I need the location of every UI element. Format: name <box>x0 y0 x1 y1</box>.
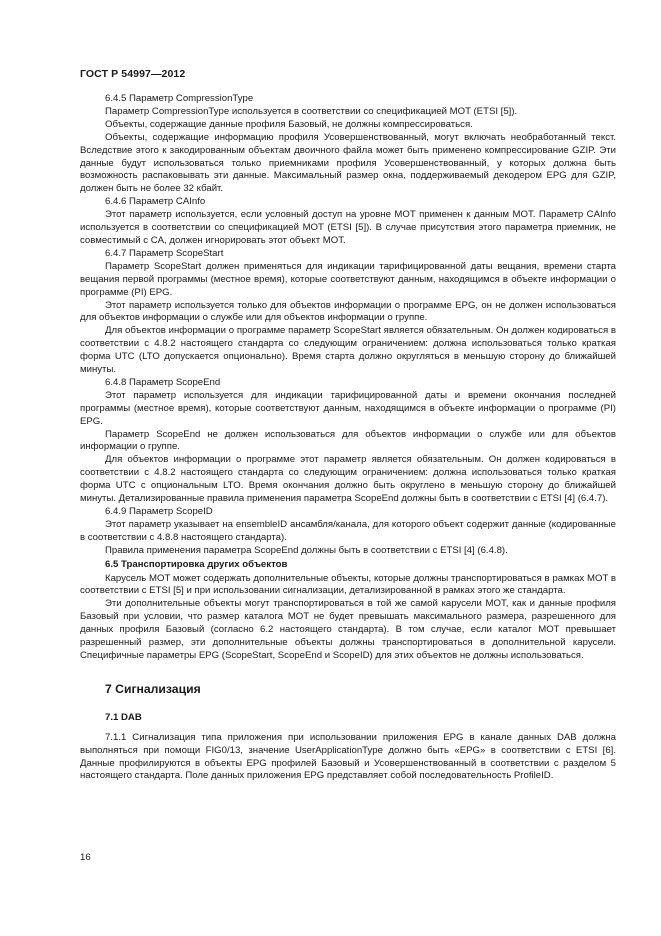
document-body <box>80 93 616 783</box>
clause-6-4-5-title: 6.4.5 Параметр CompressionType <box>105 93 254 104</box>
clause-6-4-7-title: 6.4.7 Параметр ScopeStart <box>105 247 224 259</box>
section-6-5-title: 6.5 Транспортировка других объектов <box>105 558 288 570</box>
page-number: 16 <box>80 852 91 863</box>
paragraph: Этот параметр используется, если условный доступ на уровне MOT применен к данным MOT. Параметр CAInfo используется в соответствии со спецификацией MOT (ETSI [5]). В случае присутствия этого параметра приемник, не совместимый с CA, должен игнорировать этот объект MOT. <box>80 209 616 246</box>
paragraph: Параметр ScopeEnd не должен использоваться для объектов информации о службе или для объектов информации о группе. <box>80 428 616 453</box>
paragraph: Эти дополнительные объекты могут транспортироваться в той же самой карусели MOT, как и данные профиля Базовый при условии, что размер каталога MOT не будет превышать максимального размера, разрешенного для данных профиля Базовый (согласно 6.2 настоящего стандарта). В том случае, если каталог MOT превышает разрешенный размер, эти дополнительные объекты должны транспортироваться в дополнительной карусели. Специфичные параметры EPG (ScopeStart, ScopeEnd и ScopeID) для этих объектов не должны использоваться. <box>80 598 616 661</box>
paragraph: Правила применения параметра ScopeEnd должны быть в соответствии с ETSI [4] (6.4.8). <box>105 544 508 556</box>
clause-6-4-8-title: 6.4.8 Параметр ScopeEnd <box>105 376 221 388</box>
paragraph: Объекты, содержащие информацию профиля Усовершенствованный, могут включать необработанный текст. Вследствие этого к закодированным объектам двоичного файла может быть применено компрессирование GZIP. Эти данные будут использоваться только приемниками профиля Усовершенствованный, у которых должна быть возможность распаковывать эти данные. Максимальный размер окна, поддерживаемый декодером EPG для GZIP, должен быть не более 32 кбайт. <box>80 131 616 195</box>
clause-6-4-6-title: 6.4.6 Параметр CAInfo <box>105 196 206 208</box>
paragraph: Этот параметр используется для индикации тарифицированной даты и времени окончания последней программы (местное время), которые соответствуют данным, находящимся в объекте информации о программе (PI) EPG. <box>80 389 616 427</box>
paragraph: Этот параметр используется только для объектов информации о программе EPG, он не должен использоваться для объектов информации о службе или для объектов информации о группе. <box>80 299 616 324</box>
paragraph: Объекты, содержащие данные профиля Базовый, не должны компрессироваться. <box>105 118 473 130</box>
section-7-1-title: 7.1 DAB <box>105 711 142 723</box>
paragraph: Карусель MOT может содержать дополнительные объекты, которые должны транспортироваться в рамках MOT в соответствии с ETSI [5] и при использовании сигнализации, детализированной в рамках этого же стандарта. <box>80 572 616 597</box>
paragraph: Для объектов информации о программе параметр ScopeStart является обязательным. Он должен кодироваться в соответствии с 4.8.2 настоящего стандарта со следующим ограничением: должна использоваться только краткая форма UTC (LTO допускается опционально). Время старта должно округляться в меньшую сторону до ближайшей минуты. <box>80 325 616 376</box>
paragraph: Этот параметр указывает на ensembleID ансамбля/канала, для которого объект содержит данные (кодированные в соответствии с 4.8.8 настоящего стандарта). <box>80 518 616 543</box>
paragraph: Параметр ScopeStart должен применяться для индикации тарифицированной даты вещания, времени старта вещания первой программы (местное время), которые соответствуют данным, находящимся в объекте информации о программе (PI) EPG. <box>80 260 616 298</box>
paragraph: 7.1.1 Сигнализация типа приложения при использовании приложения EPG в канале данных DAB должна выполняться при помощи FIG0/13, значение UserApplicationType должно быть «EPG» в соответствии с ETSI [6]. Данные профилируются в объекты EPG профилей Базовый и Усовершенствованный в соответствии с разделом 5 настоящего стандарта. Поле данных приложения EPG представляет собой последовательность ProfileID. <box>80 731 616 782</box>
section-7-title: 7 Сигнализация <box>105 681 201 696</box>
paragraph: Параметр CompressionType используется в соответствии со спецификацией MOT (ETSI [5]). <box>105 105 518 117</box>
paragraph: Для объектов информации о программе этот параметр является обязательным. Он должен кодироваться в соответствии с 4.8.2 настоящего стандарта со следующим ограничением: должна использоваться только краткая форма UTC с опциональным LTO. Время окончания должно быть округлено в меньшую сторону до ближайшей минуты. Детализированные правила применения параметра ScopeEnd должны быть в соответствии с ETSI [4] (6.4.7). <box>80 454 616 505</box>
standard-header: ГОСТ Р 54997—2012 <box>80 68 186 80</box>
clause-6-4-9-title: 6.4.9 Параметр ScopeID <box>105 506 213 517</box>
